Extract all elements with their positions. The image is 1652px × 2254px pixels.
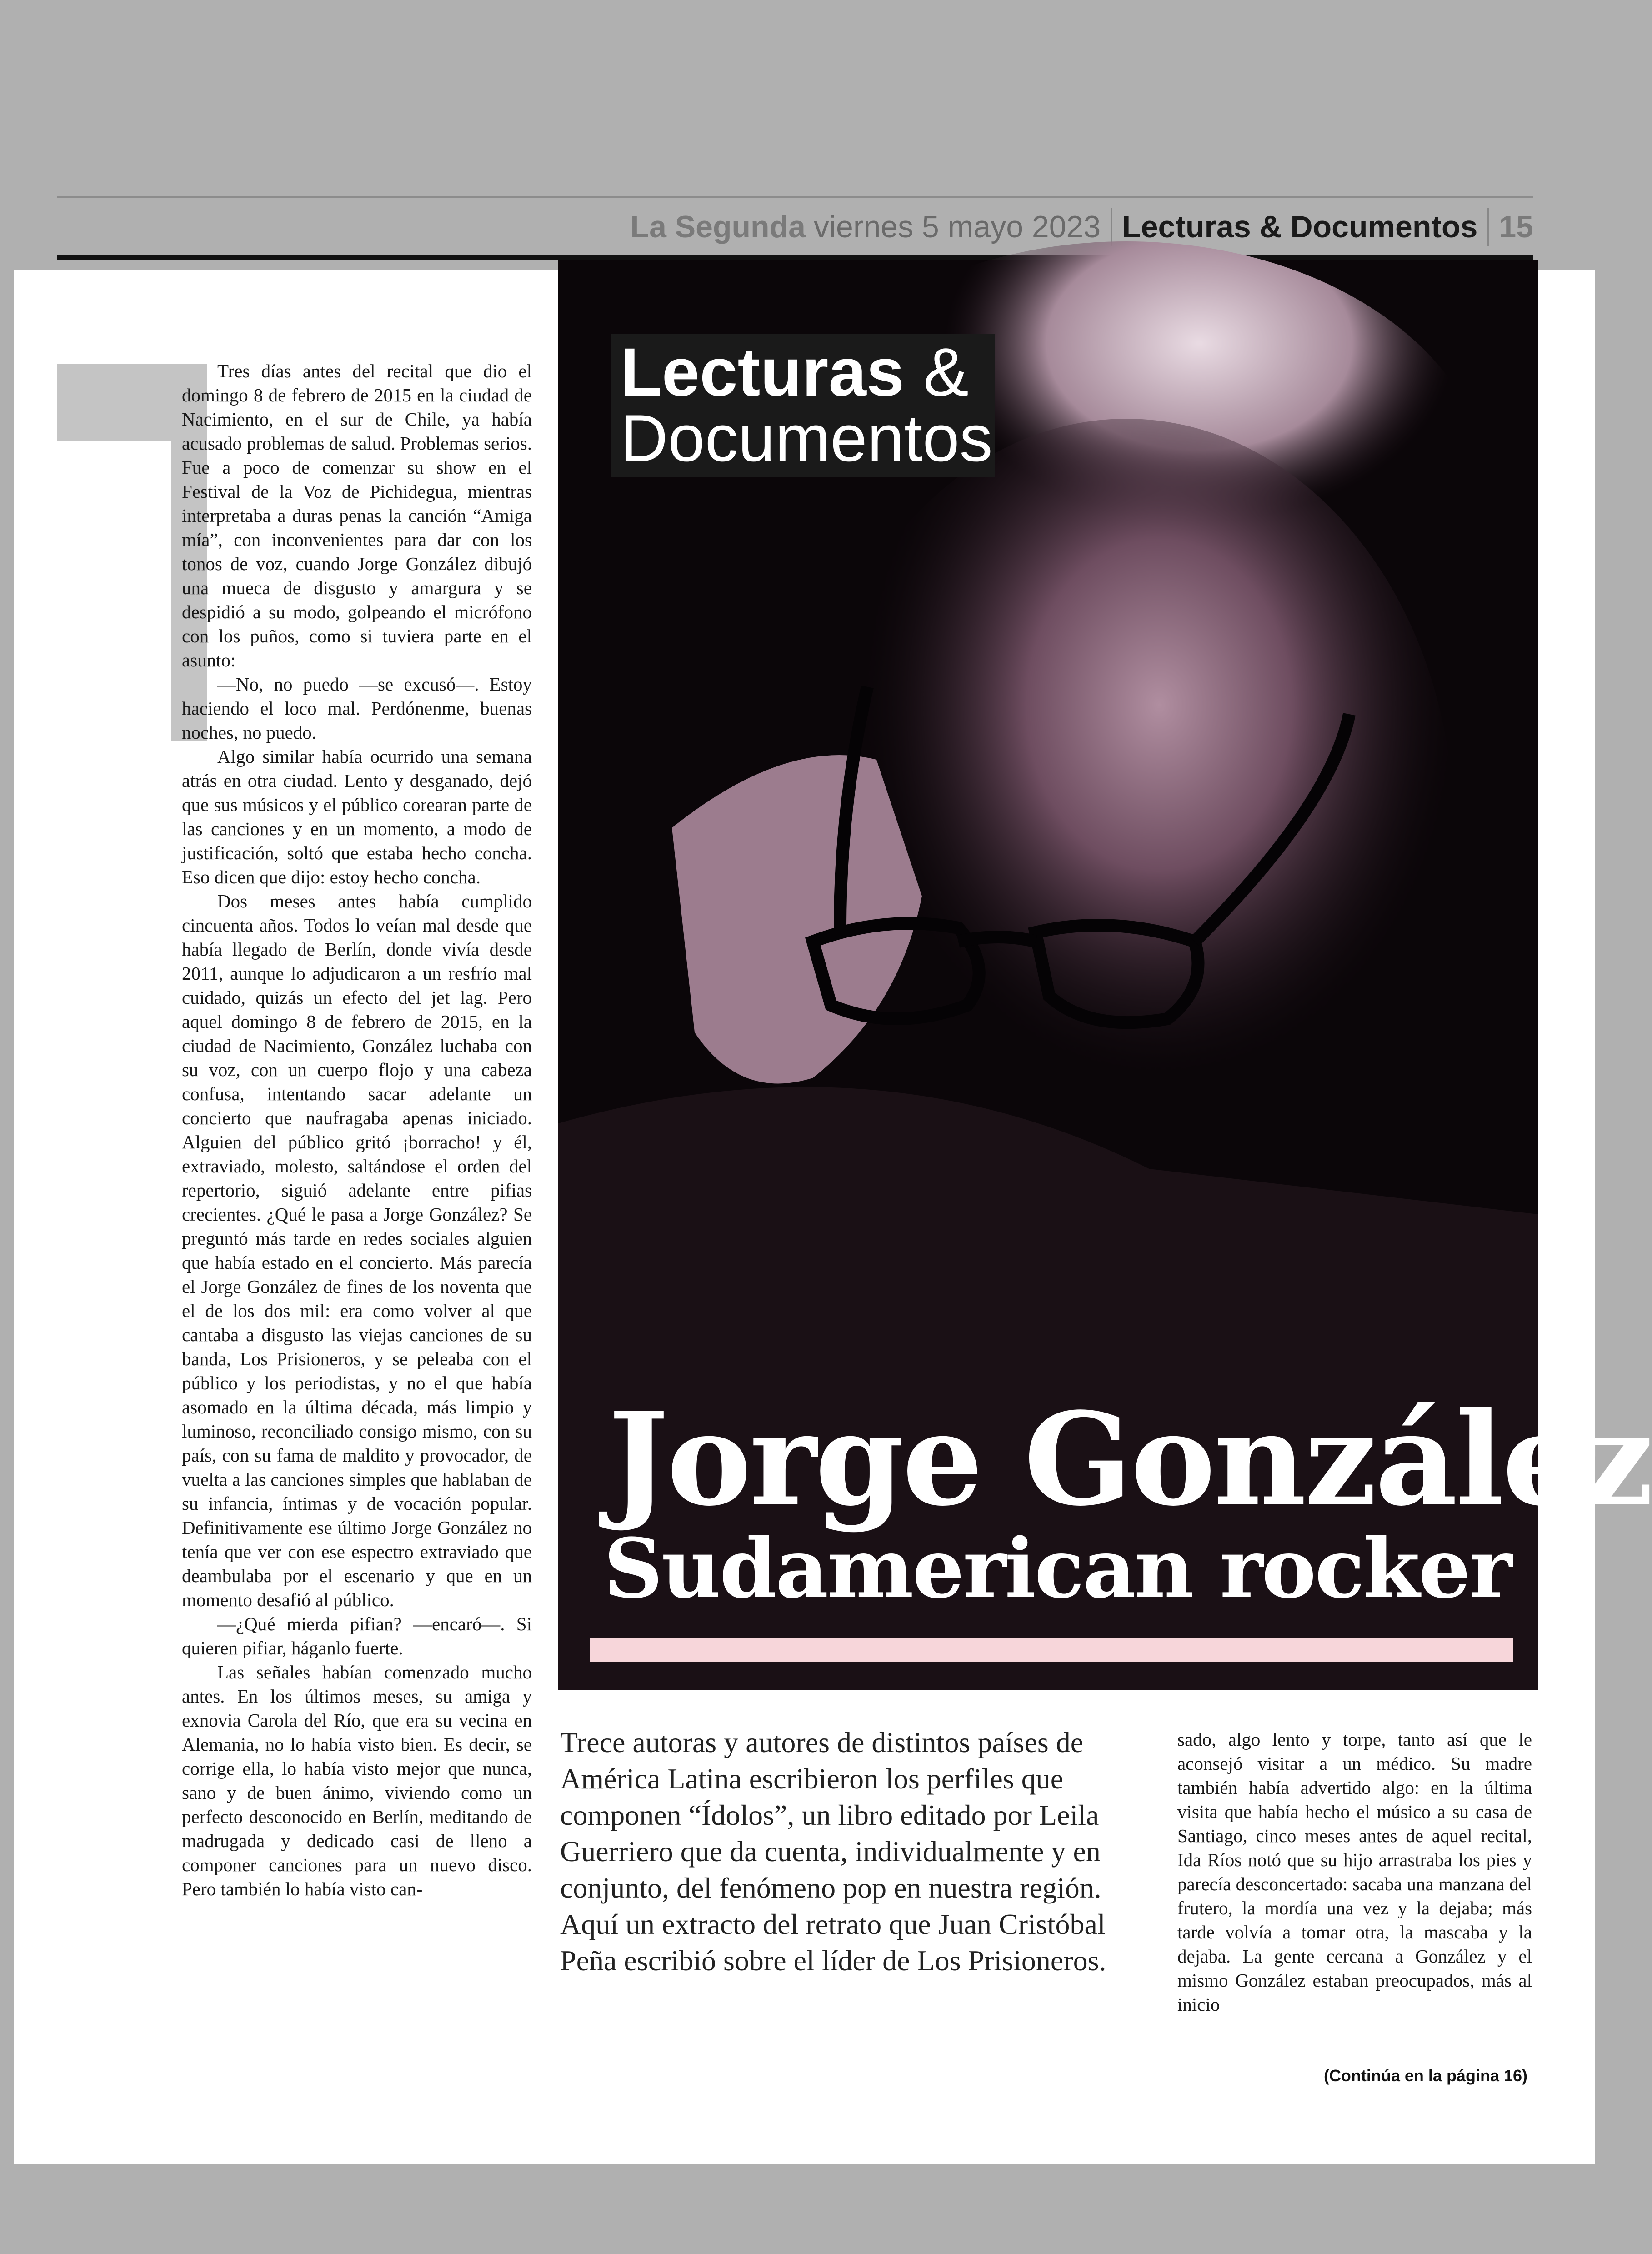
logo-word: Lecturas <box>620 334 905 410</box>
accent-bar <box>590 1638 1513 1662</box>
section-logo <box>611 334 995 477</box>
continues-note[interactable]: (Continúa en la página 16) <box>1323 2066 1527 2085</box>
header-rule-bottom <box>57 255 1533 260</box>
paragraph: —¿Qué mierda pifian? —encaró—. Si quieren pifiar, háganlo fuerte. <box>182 1613 532 1658</box>
paragraph: Las señales habían comenzado mucho antes. En los últimos meses, su amiga y exnovia Carola del Río, que era su vecina en Alemania, no lo había visto bien. Es decir, se corrige ella, lo había visto mejor que nunca, sano y de buen ánimo, viviendo como un perfecto desconocido en Berlín, meditando de madrugada y dedicado casi de lleno a componer canciones para un nuevo disco. Pero también lo había visto can- <box>182 1662 532 1899</box>
logo-line-1 <box>620 336 969 408</box>
masthead-separator <box>1487 208 1489 246</box>
paragraph: Algo similar había ocurrido una semana atrás en otra ciudad. Lento y desganado, dejó que sus músicos y el público corearan parte de las canciones y en un momento, a modo de justificación, soltó que estaba hecho concha. Eso dicen que dijo: estoy hecho concha. <box>182 746 532 887</box>
masthead-page-number: 15 <box>1499 210 1533 244</box>
masthead <box>57 200 1533 254</box>
hero-image <box>558 260 1652 1690</box>
logo-ampersand: & <box>923 334 969 410</box>
headline: Jorge González <box>608 1385 1652 1534</box>
paragraph: —No, no puedo —se excusó—. Estoy haciendo el loco mal. Perdónenme, buenas noches, no puedo. <box>182 674 532 743</box>
article-column-left <box>182 359 532 1901</box>
subheadline: Sudamerican rocker <box>604 1521 1511 1617</box>
paragraph: Dos meses antes había cumplido cincuenta años. Todos lo veían mal desde que había llegado de Berlín, donde vivía desde 2011, aunque lo adjudicaron a un resfrío mal cuidado, quizás un efecto del jet lag. Pero aquel domingo 8 de febrero de 2015, en la ciudad de Nacimiento, González luchaba con su voz, con un cuerpo flojo y una cabeza confusa, intentando sacar adelante un concierto que naufragaba apenas iniciado. Alguien del público gritó ¡borracho! y él, extraviado, molesto, saltándose el orden del repertorio, siguió adelante entre pifias crecientes. ¿Qué le pasa a Jorge González? Se preguntó más tarde en redes sociales alguien que había estado en el concierto. Más parecía el Jorge González de fines de los noventa que el de los dos mil: era como volver al que cantaba a disgusto las viejas canciones de su banda, Los Prisioneros, y se peleaba con el público y los periodistas, y no el que había asomado en la última década, más limpio y luminoso, reconciliado consigo mismo, con su país, con su fama de maldito y provocador, de vuelta a las canciones simples que hablaban de su infancia, íntimas y de vocación popular. Definitivamente ese último Jorge González no tenía que ver con ese espectro extraviado que deambulaba por el escenario y que en un momento desafió al público. <box>182 891 532 1610</box>
masthead-section: Lecturas & Documentos <box>1122 210 1478 244</box>
standfirst <box>560 1724 1151 1979</box>
standfirst-text: Trece autoras y autores de distintos países de América Latina escribieron los perfiles que componen “Ídolos”, un libro editado por Leila Guerriero que da cuenta, individualmente y en conjunto, del fenómeno pop en nuestra región. Aquí un extracto del retrato que Juan Cristóbal Peña escribió sobre el líder de Los Prisioneros. <box>560 1726 1106 1977</box>
header-rule-top <box>57 196 1533 198</box>
paragraph: sado, algo lento y torpe, tanto así que le aconsejó visitar a un médico. Su madre también había advertido algo: en la última visita que había hecho el músico a su casa de Santiago, cinco meses antes de aquel recital, Ida Ríos notó que su hijo arrastraba los pies y parecía desconcertado: sacaba una manzana del frutero, la mordía una vez y la dejaba; más tarde volvía a tomar otra, la mascaba y la dejaba. La gente cercana a González y el mismo González estaban preocupados, más al inicio <box>1177 1729 1532 2015</box>
paragraph: Tres días antes del recital que dio el domingo 8 de febrero de 2015 en la ciudad de Nacimiento, en el sur de Chile, ya había acusado problemas de salud. Problemas serios. Fue a poco de comenzar su show en el Festival de la Voz de Pichidegua, mientras interpretaba a duras penas la canción “Amiga mía”, con inconvenientes para dar con los tonos de voz, cuando Jorge González dibujó una mueca de disgusto y amargura y se despidió a su modo, golpeando el micrófono con los puños, como si tuviera parte en el asunto: <box>182 361 532 671</box>
masthead-separator <box>1111 208 1112 246</box>
article-column-right <box>1177 1728 1532 2017</box>
logo-line-2: Documentos <box>620 401 993 475</box>
masthead-date: viernes 5 mayo 2023 <box>813 210 1101 244</box>
masthead-paper: La Segunda <box>630 210 806 244</box>
